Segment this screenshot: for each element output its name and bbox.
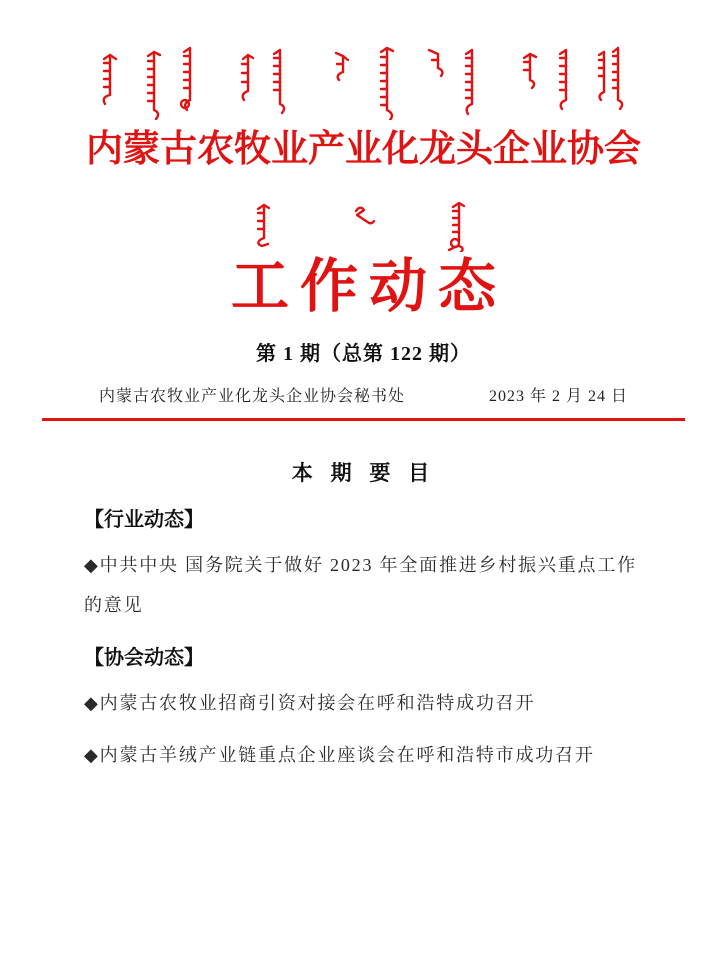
toc-item: ◆内蒙古农牧业招商引资对接会在呼和浩特成功召开 xyxy=(84,693,536,713)
bulletin-title: 工作动态 xyxy=(230,254,507,319)
section-title-association: 【协会动态】 xyxy=(84,647,204,669)
mongolian-script-subtitle-icon xyxy=(249,202,479,252)
issuer-row xyxy=(0,383,727,406)
issue-date: 2023 年 2 月 24 日 xyxy=(488,388,628,405)
mongolian-script-banner-icon xyxy=(86,46,642,120)
table-of-contents xyxy=(0,461,727,775)
toc-heading: 本 期 要 目 xyxy=(291,462,436,485)
section-title-industry: 【行业动态】 xyxy=(84,509,204,531)
toc-item: ◆内蒙古羊绒产业链重点企业座谈会在呼和浩特市成功召开 xyxy=(84,745,595,765)
masthead-divider xyxy=(42,418,685,421)
toc-section-industry xyxy=(84,507,643,625)
issue-number: 第 1 期（总第 122 期） xyxy=(256,343,471,365)
toc-section-association xyxy=(84,645,643,775)
association-name: 内蒙古农牧业产业化龙头企业协会 xyxy=(86,129,641,170)
issuer-name: 内蒙古农牧业产业化龙头企业协会秘书处 xyxy=(99,388,406,405)
masthead xyxy=(0,0,727,421)
toc-item: ◆中共中央 国务院关于做好 2023 年全面推进乡村振兴重点工作的意见 xyxy=(84,555,637,615)
